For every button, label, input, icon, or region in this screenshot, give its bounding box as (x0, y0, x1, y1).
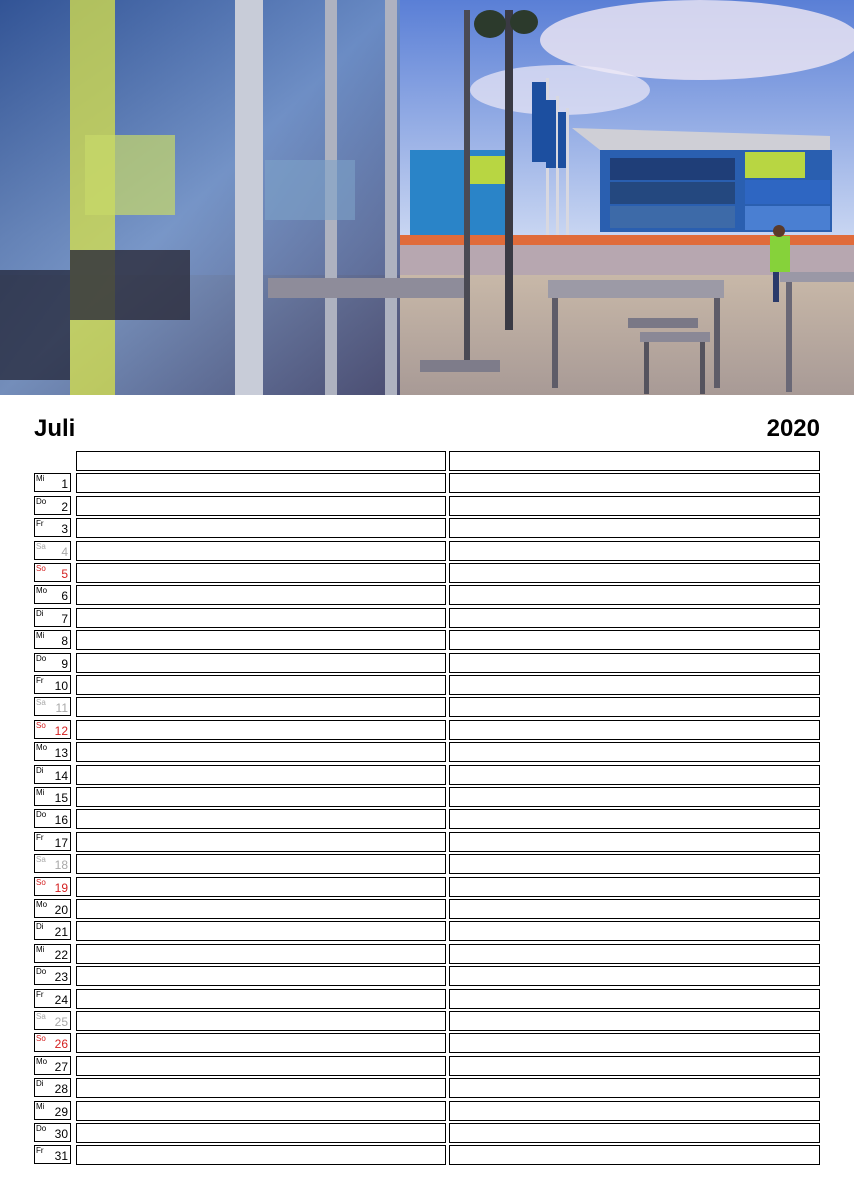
day-cell (34, 921, 71, 940)
notes-box-right[interactable] (449, 854, 820, 874)
day-row (0, 921, 854, 942)
notes-box-left[interactable] (76, 921, 446, 941)
day-number: 22 (54, 947, 68, 962)
weekday-label: Fr (36, 1146, 44, 1156)
weekday-label: Mi (36, 1101, 45, 1111)
day-cell (34, 1033, 71, 1052)
notes-box-left[interactable] (76, 742, 446, 762)
day-cell (34, 541, 71, 560)
weekday-label: Mo (36, 743, 48, 753)
day-number: 31 (54, 1149, 68, 1164)
notes-box-right[interactable] (449, 832, 820, 852)
notes-box-right[interactable] (449, 541, 820, 561)
day-cell (34, 966, 71, 985)
day-number: 25 (54, 1015, 68, 1029)
day-row (0, 787, 854, 808)
day-cell (34, 1011, 71, 1030)
day-cell (34, 1145, 71, 1164)
year-title: 2020 (766, 415, 820, 442)
day-row (0, 944, 854, 965)
notes-box-right[interactable] (449, 809, 820, 829)
notes-box-left[interactable] (76, 563, 446, 583)
notes-box-left[interactable] (76, 630, 446, 650)
notes-box-left[interactable] (76, 518, 446, 538)
weekday-label: Di (36, 922, 44, 932)
day-cell (34, 899, 71, 918)
day-number: 7 (61, 611, 68, 626)
day-cell (34, 697, 71, 716)
notes-box-right[interactable] (449, 1101, 820, 1121)
day-row (0, 563, 854, 584)
notes-box-right[interactable] (449, 518, 820, 538)
notes-box-left[interactable] (76, 653, 446, 673)
day-row (0, 518, 854, 539)
day-number: 17 (54, 835, 68, 850)
header-photo (0, 0, 854, 395)
day-number: 6 (61, 589, 68, 604)
notes-box-left[interactable] (76, 1011, 446, 1031)
weekday-label: Sa (36, 1012, 46, 1021)
day-cell (34, 1123, 71, 1142)
day-cell (34, 608, 71, 627)
day-number: 15 (54, 791, 68, 805)
day-number: 1 (61, 477, 68, 492)
notes-box-right[interactable] (449, 675, 820, 695)
notes-box-left[interactable] (76, 1123, 446, 1143)
weekday-label: Mi (36, 944, 45, 954)
notes-box-left[interactable] (76, 966, 446, 986)
day-row (0, 899, 854, 920)
day-row (0, 989, 854, 1010)
weekday-label: Sa (36, 541, 46, 551)
day-cell (34, 854, 71, 873)
day-number: 16 (54, 813, 68, 828)
notes-box-left[interactable] (76, 697, 446, 717)
weekday-label: So (36, 877, 46, 887)
day-row (0, 697, 854, 718)
day-row (0, 809, 854, 830)
weekday-label: Mi (36, 631, 45, 641)
notes-box-right[interactable] (449, 742, 820, 762)
weekday-label: Sa (36, 698, 46, 708)
day-number: 3 (61, 522, 68, 537)
weekday-label: Mo (36, 900, 48, 909)
notes-box-left[interactable] (76, 809, 446, 829)
notes-box-left[interactable] (76, 473, 446, 493)
notes-box-right[interactable] (449, 899, 820, 919)
weekday-label: Fr (36, 519, 44, 529)
notes-box-left[interactable] (76, 832, 446, 852)
weekday-label: Do (36, 810, 47, 820)
day-row (0, 720, 854, 741)
day-cell (34, 989, 71, 1008)
day-number: 27 (54, 1059, 68, 1074)
notes-box-right[interactable] (449, 1145, 820, 1165)
notes-box-left[interactable] (76, 541, 446, 561)
day-cell (34, 742, 71, 761)
day-row (0, 1033, 854, 1054)
day-cell (34, 496, 71, 515)
day-number: 8 (61, 634, 68, 649)
notes-box-right[interactable] (449, 1011, 820, 1031)
day-number: 13 (54, 746, 68, 761)
notes-box-right[interactable] (449, 966, 820, 986)
notes-box-right[interactable] (449, 608, 820, 628)
weekday-label: Do (36, 496, 47, 506)
notes-box-left[interactable] (76, 608, 446, 628)
day-cell (34, 809, 71, 828)
notes-box-right[interactable] (449, 585, 820, 605)
notes-box-left[interactable] (76, 1033, 446, 1053)
notes-box-left[interactable] (76, 899, 446, 919)
notes-box-right[interactable] (449, 697, 820, 717)
weekday-label: Fr (36, 676, 44, 685)
day-row (0, 541, 854, 562)
weekday-label: Mo (36, 586, 48, 596)
day-number: 5 (61, 567, 68, 581)
notes-box-left[interactable] (76, 1078, 446, 1098)
day-cell (34, 877, 71, 896)
notes-box-right[interactable] (449, 496, 820, 516)
day-cell (34, 832, 71, 851)
notes-box-right[interactable] (449, 1123, 820, 1143)
day-row (0, 1145, 854, 1166)
notes-box-right[interactable] (449, 563, 820, 583)
day-cell (34, 518, 71, 537)
day-row (0, 653, 854, 674)
notes-box-left[interactable] (76, 496, 446, 516)
weekday-label: Mo (36, 1056, 48, 1066)
notes-box-left[interactable] (76, 585, 446, 605)
weekday-label: Di (36, 765, 44, 775)
day-cell (34, 585, 71, 604)
day-cell (34, 473, 71, 492)
day-cell (34, 563, 71, 582)
notes-box-left[interactable] (76, 1101, 446, 1121)
notes-box-right[interactable] (449, 944, 820, 964)
day-number: 28 (54, 1082, 68, 1097)
day-cell (34, 765, 71, 784)
day-number: 14 (54, 768, 68, 783)
day-cell (34, 1101, 71, 1120)
notes-box-left[interactable] (76, 765, 446, 785)
weekday-label: Fr (36, 989, 44, 999)
notes-box-right[interactable] (449, 921, 820, 941)
weekday-label: So (36, 720, 46, 730)
day-number: 11 (55, 701, 68, 716)
day-number: 19 (54, 880, 68, 895)
notes-box-left[interactable] (76, 1056, 446, 1076)
notes-box-left[interactable] (76, 451, 446, 471)
day-cell (34, 1056, 71, 1075)
weekday-label: Mi (36, 474, 45, 484)
day-row (0, 675, 854, 696)
day-number: 18 (54, 858, 68, 873)
day-number: 12 (54, 723, 68, 738)
notes-box-right[interactable] (449, 473, 820, 493)
notes-box-left[interactable] (76, 854, 446, 874)
notes-box-right[interactable] (449, 989, 820, 1009)
day-number: 24 (54, 992, 68, 1007)
day-row (0, 473, 854, 494)
notes-box-left[interactable] (76, 675, 446, 695)
notes-box-left[interactable] (76, 720, 446, 740)
weekday-label: Di (36, 1079, 44, 1089)
day-number: 4 (61, 544, 68, 559)
weekday-label: Do (36, 653, 47, 663)
day-number: 10 (54, 679, 68, 693)
notes-box-left[interactable] (76, 877, 446, 897)
day-row (0, 1056, 854, 1077)
notes-box-right[interactable] (449, 765, 820, 785)
day-row (0, 1011, 854, 1032)
weekday-label: Mi (36, 788, 45, 797)
header-notes-row (0, 451, 854, 472)
day-row (0, 1123, 854, 1144)
weekday-label: So (36, 1034, 46, 1044)
weekday-label: Do (36, 967, 47, 977)
day-row (0, 832, 854, 853)
weekday-label: Fr (36, 832, 44, 842)
notes-box-right[interactable] (449, 1033, 820, 1053)
notes-box-left[interactable] (76, 787, 446, 807)
weekday-label: So (36, 564, 46, 573)
day-cell (34, 944, 71, 963)
day-number: 29 (54, 1104, 68, 1119)
day-cell (34, 787, 71, 806)
day-cell (34, 720, 71, 739)
day-row (0, 1101, 854, 1122)
day-row (0, 742, 854, 763)
day-row (0, 765, 854, 786)
day-row (0, 854, 854, 875)
month-title: Juli (34, 415, 76, 442)
day-number: 9 (61, 656, 68, 671)
notes-box-left[interactable] (76, 944, 446, 964)
notes-box-left[interactable] (76, 1145, 446, 1165)
day-cell (34, 630, 71, 649)
day-row (0, 877, 854, 898)
day-number: 20 (54, 903, 68, 917)
weekday-label: Sa (36, 855, 46, 865)
day-number: 2 (61, 499, 68, 514)
notes-box-right[interactable] (449, 1056, 820, 1076)
day-cell (34, 1078, 71, 1097)
day-row (0, 496, 854, 517)
day-cell (34, 675, 71, 694)
day-row (0, 585, 854, 606)
day-row (0, 966, 854, 987)
notes-box-right[interactable] (449, 451, 820, 471)
day-number: 26 (54, 1037, 68, 1052)
day-number: 30 (54, 1127, 68, 1141)
day-number: 21 (54, 925, 68, 940)
day-row (0, 608, 854, 629)
notes-box-left[interactable] (76, 989, 446, 1009)
day-row (0, 1078, 854, 1099)
notes-box-right[interactable] (449, 1078, 820, 1098)
day-row (0, 630, 854, 651)
notes-box-right[interactable] (449, 630, 820, 650)
notes-box-right[interactable] (449, 653, 820, 673)
weekday-label: Do (36, 1124, 47, 1133)
day-cell (34, 653, 71, 672)
weekday-label: Di (36, 608, 44, 618)
notes-box-right[interactable] (449, 787, 820, 807)
day-number: 23 (54, 970, 68, 985)
notes-box-right[interactable] (449, 877, 820, 897)
notes-box-right[interactable] (449, 720, 820, 740)
